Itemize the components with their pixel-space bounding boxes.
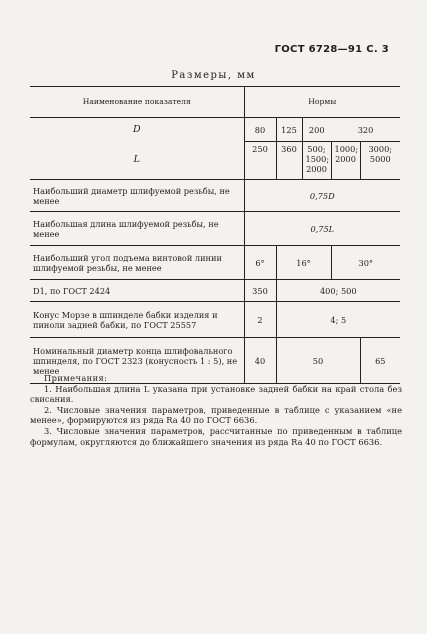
row-l-value-3: 500; 1500; 2000 bbox=[302, 142, 331, 180]
row-l-value-5: 3000; 5000 bbox=[360, 142, 400, 180]
row-d-value-2: 125 bbox=[276, 118, 302, 142]
table-row-helix-angle bbox=[30, 246, 400, 280]
row-label: Наибольшая длина шлифуемой резьбы, не менее bbox=[30, 212, 244, 246]
row-value-1: 350 bbox=[244, 280, 276, 302]
row-value-2: 50 bbox=[276, 338, 360, 384]
row-value-2: 400; 500 bbox=[276, 280, 400, 302]
note-item: 2. Числовые значения параметров, приведенные в таблице с указанием «не менее», формируются из ряда Ra 40 по ГОСТ 6636. bbox=[30, 404, 402, 426]
table-header-row bbox=[30, 87, 400, 118]
row-l-label: L bbox=[30, 142, 244, 180]
table-row-max-diameter bbox=[30, 180, 400, 212]
row-label: Конус Морзе в шпинделе бабки изделия и пиноли задней бабки, по ГОСТ 25557 bbox=[30, 302, 244, 338]
note-item: 3. Числовые значения параметров, рассчитанные по приведенным в таблице формулам, округляются до ближайшего значения из ряда Ra 40 по ГОСТ 6636. bbox=[30, 425, 402, 447]
row-value: 0,75D bbox=[244, 180, 400, 212]
row-value-3: 30° bbox=[331, 246, 400, 280]
row-l-value-2: 360 bbox=[276, 142, 302, 180]
header-norms: Нормы bbox=[244, 87, 400, 118]
table-row-max-length bbox=[30, 212, 400, 246]
row-l-value-1: 250 bbox=[244, 142, 276, 180]
notes-section bbox=[30, 373, 402, 447]
row-l-value-4: 1000; 2000 bbox=[331, 142, 360, 180]
row-label: Наибольший диаметр шлифуемой резьбы, не менее bbox=[30, 180, 244, 212]
row-value-1: 6° bbox=[244, 246, 276, 280]
row-label: D1, по ГОСТ 2424 bbox=[30, 280, 244, 302]
row-label: Номинальный диаметр конца шлифовального шпинделя, по ГОСТ 2323 (конусность 1 : 5), не менее bbox=[30, 338, 244, 384]
standard-header: ГОСТ 6728—91 С. 3 bbox=[274, 44, 389, 55]
notes-title: Примечания: bbox=[44, 373, 108, 383]
table-row-morse-taper bbox=[30, 302, 400, 338]
row-label: Наибольший угол подъема винтовой линии шлифуемой резьбы, не менее bbox=[30, 246, 244, 280]
row-value-2: 16° bbox=[276, 246, 331, 280]
table-row-l bbox=[30, 142, 400, 180]
table-caption: Размеры, мм bbox=[171, 70, 256, 81]
row-value-1: 2 bbox=[244, 302, 276, 338]
row-d-label: D bbox=[132, 123, 141, 135]
specification-table bbox=[30, 86, 400, 384]
note-item: 1. Наибольшая длина L указана при установке задней бабки на край стола без свисания. bbox=[30, 383, 402, 405]
table-row-d1 bbox=[30, 280, 400, 302]
row-d-value-4: 320 bbox=[331, 118, 400, 142]
header-parameter: Наименование показателя bbox=[30, 87, 244, 118]
row-value: 0,75L bbox=[244, 212, 400, 246]
row-value-1: 40 bbox=[244, 338, 276, 384]
row-value-2: 4; 5 bbox=[276, 302, 400, 338]
row-d-value-3: 200 bbox=[302, 118, 331, 142]
table-row-d bbox=[30, 118, 400, 142]
row-value-3: 65 bbox=[360, 338, 400, 384]
row-d-value-1: 80 bbox=[244, 118, 276, 142]
